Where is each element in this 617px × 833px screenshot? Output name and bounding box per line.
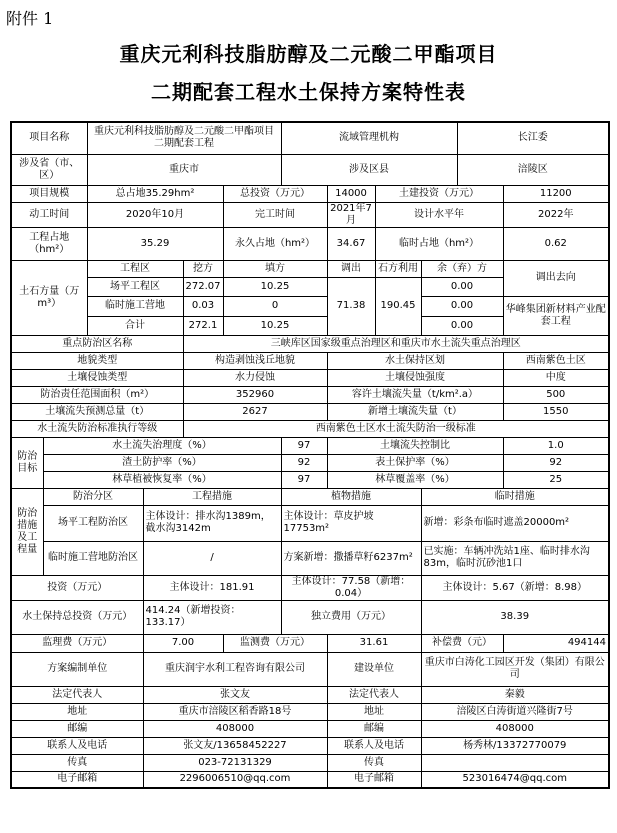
goal-label: 林草植被恢复率（%） (43, 471, 281, 488)
cell-value: 494144 (503, 634, 609, 652)
cell-value: 408000 (421, 720, 609, 737)
table-row (11, 488, 609, 505)
cell-label: 涉及区县 (281, 154, 457, 185)
cell-label: 邮编 (327, 720, 421, 737)
cell-value: 0.00 (421, 316, 503, 335)
table-row (11, 686, 609, 703)
cell-value: 1550 (503, 403, 609, 420)
column-header: 工程措施 (143, 488, 281, 505)
cell-value: 352960 (183, 386, 327, 403)
cell-label: 联系人及电话 (11, 737, 143, 754)
cell-label: 方案编制单位 (11, 652, 143, 686)
cell-value: 构造剥蚀浅丘地貌 (183, 352, 327, 369)
goal-value: 97 (281, 437, 327, 454)
cell-label: 法定代表人 (11, 686, 143, 703)
cell-value: 杨秀林/13372770079 (421, 737, 609, 754)
cell-value: 2020年10月 (87, 202, 223, 227)
cell-label: 地址 (11, 703, 143, 720)
cell-value: 主体设计：草皮护坡17753m² (281, 505, 421, 541)
cell-value: 主体设计：5.67（新增：8.98） (421, 575, 609, 600)
table-row (11, 771, 609, 788)
column-header: 填方 (223, 260, 327, 277)
goal-value: 1.0 (503, 437, 609, 454)
cell-label: 邮编 (11, 720, 143, 737)
cell-value: 31.61 (327, 634, 421, 652)
cell-value: 35.29 (87, 227, 223, 260)
table-row (11, 369, 609, 386)
goal-label: 表土保护率（%） (327, 454, 503, 471)
table-row (11, 737, 609, 754)
cell-value: 2021年7月 (327, 202, 375, 227)
cell-value: 14000 (327, 185, 375, 202)
cell-value: 西南紫色土区 (503, 352, 609, 369)
cell-label: 防治措施及工程量 (11, 488, 43, 575)
cell-label: 容许土壤流失量（t/km².a） (327, 386, 503, 403)
column-header: 防治分区 (43, 488, 143, 505)
table-row (11, 227, 609, 260)
goal-label: 水土流失治理度（%） (43, 437, 281, 454)
cell-value: 合计 (87, 316, 183, 335)
cell-value: 500 (503, 386, 609, 403)
cell-value: 38.39 (421, 600, 609, 634)
document-title-line1: 重庆元利科技脂肪醇及二元酸二甲酯项目 (119, 42, 498, 66)
cell-label: 独立费用（万元） (281, 600, 421, 634)
cell-value: 023-72131329 (143, 754, 327, 771)
table-row (11, 600, 609, 634)
cell-label: 工程占地（hm²） (11, 227, 87, 260)
table-row (11, 335, 609, 352)
table-row (11, 471, 609, 488)
cell-value: 新增：彩条布临时遮盖20000m² (421, 505, 609, 541)
cell-value: 0 (223, 296, 327, 316)
cell-label: 土壤侵蚀强度 (327, 369, 503, 386)
cell-label: 场平工程防治区 (43, 505, 143, 541)
cell-value: 重庆市白涛化工园区开发（集团）有限公司 (421, 652, 609, 686)
cell-value: 场平工程区 (87, 277, 183, 296)
column-header: 工程区 (87, 260, 183, 277)
cell-label: 传真 (11, 754, 143, 771)
table-row (11, 541, 609, 575)
cell-value: 2627 (183, 403, 327, 420)
cell-label: 项目规模 (11, 185, 87, 202)
cell-label: 临时占地（hm²） (375, 227, 503, 260)
cell-value: 总占地35.29hm² (87, 185, 223, 202)
cell-label: 补偿费（元） (421, 634, 503, 652)
cell-value: 34.67 (327, 227, 375, 260)
cell-value: 主体设计：181.91 (143, 575, 281, 600)
cell-value: 已实施：车辆冲洗站1座、临时排水沟83m，临时沉砂池1口 (421, 541, 609, 575)
cell-value: 重庆市 (87, 154, 281, 185)
cell-label: 防治目标 (11, 437, 43, 488)
cell-label: 监测费（万元） (223, 634, 327, 652)
cell-label: 重点防治区名称 (11, 335, 183, 352)
cell-label: 地址 (327, 703, 421, 720)
cell-label: 防治责任范围面积（m²） (11, 386, 183, 403)
column-header: 调出去向 (503, 260, 609, 296)
cell-value: 10.25 (223, 277, 327, 296)
cell-value: 重庆元利科技脂肪醇及二元酸二甲酯项目二期配套工程 (87, 122, 281, 154)
table-row (11, 352, 609, 369)
table-row (11, 154, 609, 185)
document-title-line2: 二期配套工程水土保持方案特性表 (151, 80, 466, 104)
table-row (11, 703, 609, 720)
cell-value: 水力侵蚀 (183, 369, 327, 386)
cell-value: 重庆润宇水利工程咨询有限公司 (143, 652, 327, 686)
cell-value: 414.24（新增投资：133.17） (143, 600, 281, 634)
cell-value (421, 754, 609, 771)
cell-value: 张文友/13658452227 (143, 737, 327, 754)
cell-label: 水土流失防治标准执行等级 (11, 420, 183, 437)
table-row (11, 386, 609, 403)
cell-value: 张文友 (143, 686, 327, 703)
cell-label: 土壤流失预测总量（t） (11, 403, 183, 420)
cell-label: 动工时间 (11, 202, 87, 227)
column-header: 调出 (327, 260, 375, 277)
table-row (11, 575, 609, 600)
cell-label: 联系人及电话 (327, 737, 421, 754)
cell-value: 长江委 (457, 122, 609, 154)
cell-value: 2296006510@qq.com (143, 771, 327, 788)
cell-value: 临时施工营地 (87, 296, 183, 316)
table-row (11, 185, 609, 202)
goal-label: 林草覆盖率（%） (327, 471, 503, 488)
cell-value: 方案新增：撒播草籽6237m² (281, 541, 421, 575)
cell-value: 408000 (143, 720, 327, 737)
cell-value: 71.38 (327, 277, 375, 335)
goal-label: 土壤流失控制比 (327, 437, 503, 454)
table-row (11, 720, 609, 737)
goal-value: 25 (503, 471, 609, 488)
cell-label: 土石方量（万m³） (11, 260, 87, 335)
cell-value: 0.00 (421, 277, 503, 296)
cell-value: 272.1 (183, 316, 223, 335)
goal-value: 92 (281, 454, 327, 471)
cell-label: 投资（万元） (11, 575, 143, 600)
cell-label: 设计水平年 (375, 202, 503, 227)
cell-label: 流域管理机构 (281, 122, 457, 154)
cell-value: 华峰集团新材料产业配套工程 (503, 296, 609, 335)
table-row (11, 420, 609, 437)
cell-value: 7.00 (143, 634, 223, 652)
cell-label: 水土保持总投资（万元） (11, 600, 143, 634)
cell-value: 中度 (503, 369, 609, 386)
cell-value: 涪陵区 (457, 154, 609, 185)
cell-value: 10.25 (223, 316, 327, 335)
goal-label: 渣土防护率（%） (43, 454, 281, 471)
table-row (11, 202, 609, 227)
cell-value: 523016474@qq.com (421, 771, 609, 788)
cell-value: 190.45 (375, 277, 421, 335)
cell-value: 西南紫色土区水土流失防治一级标准 (183, 420, 609, 437)
cell-value: / (143, 541, 281, 575)
cell-label: 电子邮箱 (11, 771, 143, 788)
cell-label: 临时施工营地防治区 (43, 541, 143, 575)
cell-value: 0.03 (183, 296, 223, 316)
cell-value: 秦毅 (421, 686, 609, 703)
cell-label: 电子邮箱 (327, 771, 421, 788)
column-header: 临时措施 (421, 488, 609, 505)
cell-value: 主体设计：77.58（新增：0.04） (281, 575, 421, 600)
column-header: 余（弃）方 (421, 260, 503, 277)
table-row (11, 260, 609, 277)
table-row (11, 454, 609, 471)
cell-value: 272.07 (183, 277, 223, 296)
table-row (11, 437, 609, 454)
column-header: 植物措施 (281, 488, 421, 505)
cell-value: 三峡库区国家级重点治理区和重庆市水土流失重点治理区 (183, 335, 609, 352)
cell-value: 11200 (503, 185, 609, 202)
cell-label: 涉及省（市、区） (11, 154, 87, 185)
cell-label: 法定代表人 (327, 686, 421, 703)
cell-label: 项目名称 (11, 122, 87, 154)
cell-label: 完工时间 (223, 202, 327, 227)
cell-label: 水土保持区划 (327, 352, 503, 369)
cell-value: 0.00 (421, 296, 503, 316)
cell-label: 监理费（万元） (11, 634, 143, 652)
cell-label: 土壤侵蚀类型 (11, 369, 183, 386)
table-row (11, 122, 609, 154)
table-row (11, 634, 609, 652)
table-row (11, 754, 609, 771)
cell-label: 建设单位 (327, 652, 421, 686)
column-header: 挖方 (183, 260, 223, 277)
characteristics-table (10, 121, 610, 789)
goal-value: 92 (503, 454, 609, 471)
cell-label: 传真 (327, 754, 421, 771)
cell-label: 土建投资（万元） (375, 185, 503, 202)
table-row (11, 652, 609, 686)
cell-value: 重庆市涪陵区稻香路18号 (143, 703, 327, 720)
cell-label: 地貌类型 (11, 352, 183, 369)
table-row (11, 505, 609, 541)
cell-label: 新增土壤流失量（t） (327, 403, 503, 420)
column-header: 石方利用 (375, 260, 421, 277)
cell-value: 涪陵区白涛街道兴隆街7号 (421, 703, 609, 720)
cell-value: 主体设计：排水沟1389m，截水沟3142m (143, 505, 281, 541)
goal-value: 97 (281, 471, 327, 488)
cell-label: 永久占地（hm²） (223, 227, 327, 260)
attachment-label: 附件 1 (6, 9, 54, 28)
table-row (11, 403, 609, 420)
cell-label: 总投资（万元） (223, 185, 327, 202)
cell-value: 0.62 (503, 227, 609, 260)
cell-value: 2022年 (503, 202, 609, 227)
table-row (11, 296, 609, 316)
